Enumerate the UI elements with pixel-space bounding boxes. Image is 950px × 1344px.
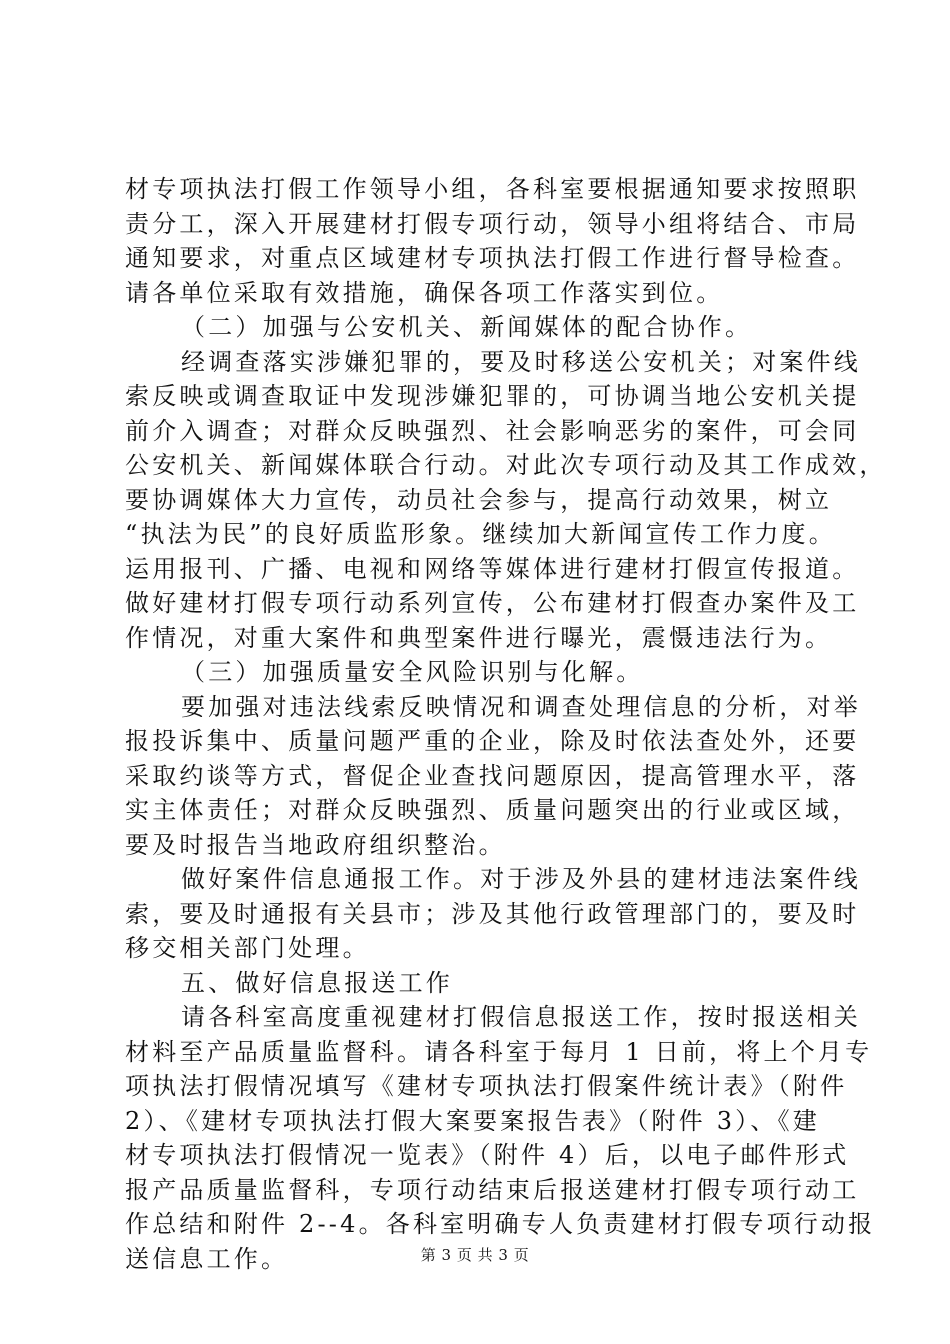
text-line: 材专项执法打假情况一览表》（附件 4）后，以电子邮件形式 (125, 1141, 850, 1169)
text-line: 采取约谈等方式，督促企业查找问题原因，提高管理水平，落 (125, 761, 860, 790)
text-line: “执法为民”的良好质监形象。继续加大新闻宣传工作力度。 (125, 520, 836, 548)
text-line: 请各单位采取有效措施，确保各项工作落实到位。 (125, 278, 724, 307)
text-line: 作情况，对重大案件和典型案件进行曝光，震慑违法行为。 (125, 623, 833, 652)
text-line: 经调查落实涉嫌犯罪的，要及时移送公安机关；对案件线 (181, 347, 861, 376)
text-line: 送信息工作。 (125, 1244, 289, 1273)
text-line: 要及时报告当地政府组织整治。 (125, 830, 506, 859)
text-line: 要协调媒体大力宣传，动员社会参与，提高行动效果，树立 (125, 485, 833, 514)
text-line: 责分工，深入开展建材打假专项行动，领导小组将结合、市局 (125, 209, 860, 238)
text-line: 要加强对违法线索反映情况和调查处理信息的分析，对举 (181, 692, 861, 721)
text-line: 2）、《建材专项执法打假大案要案报告表》（附件 3）、《建 (125, 1106, 820, 1135)
section-heading: 五、做好信息报送工作 (181, 968, 453, 997)
section-heading: （三）加强质量安全风险识别与化解。 (181, 658, 644, 686)
text-line: 前介入调查；对群众反映强烈、社会影响恶劣的案件，可会同 (125, 416, 860, 445)
text-line: 做好案件信息通报工作。对于涉及外县的建材违法案件线 (181, 865, 861, 893)
text-line: 通知要求，对重点区域建材专项执法打假工作进行督导检查。 (125, 244, 860, 272)
text-line: 公安机关、新闻媒体联合行动。对此次专项行动及其工作成效， (125, 451, 887, 479)
text-line: 索，要及时通报有关县市；涉及其他行政管理部门的，要及时 (125, 899, 860, 928)
text-line: 报产品质量监督科，专项行动结束后报送建材打假专项行动工 (125, 1175, 860, 1204)
text-line: 实主体责任；对群众反映强烈、质量问题突出的行业或区域， (125, 796, 860, 824)
text-line: 请各科室高度重视建材打假信息报送工作，按时报送相关 (181, 1003, 861, 1031)
text-line: 移交相关部门处理。 (125, 934, 370, 962)
text-line: 作总结和附件 2--4。各科室明确专人负责建材打假专项行动报 (125, 1210, 876, 1238)
text-line: 运用报刊、广播、电视和网络等媒体进行建材打假宣传报道。 (125, 554, 860, 583)
section-heading: （二）加强与公安机关、新闻媒体的配合协作。 (181, 313, 753, 341)
text-line: 材专项执法打假工作领导小组，各科室要根据通知要求按照职 (125, 175, 860, 203)
document-body (125, 172, 887, 1276)
text-line: 项执法打假情况填写《建材专项执法打假案件统计表》（附件 (125, 1072, 848, 1100)
page-number-footer: 第 3 页 共 3 页 (420, 1246, 530, 1264)
text-line: 材料至产品质量监督科。请各科室于每月 1 日前，将上个月专 (125, 1037, 873, 1066)
text-line: 索反映或调查取证中发现涉嫌犯罪的，可协调当地公安机关提 (125, 382, 860, 410)
text-line: 报投诉集中、质量问题严重的企业，除及时依法查处外，还要 (125, 727, 860, 755)
text-line: 做好建材打假专项行动系列宣传，公布建材打假查办案件及工 (125, 589, 860, 617)
